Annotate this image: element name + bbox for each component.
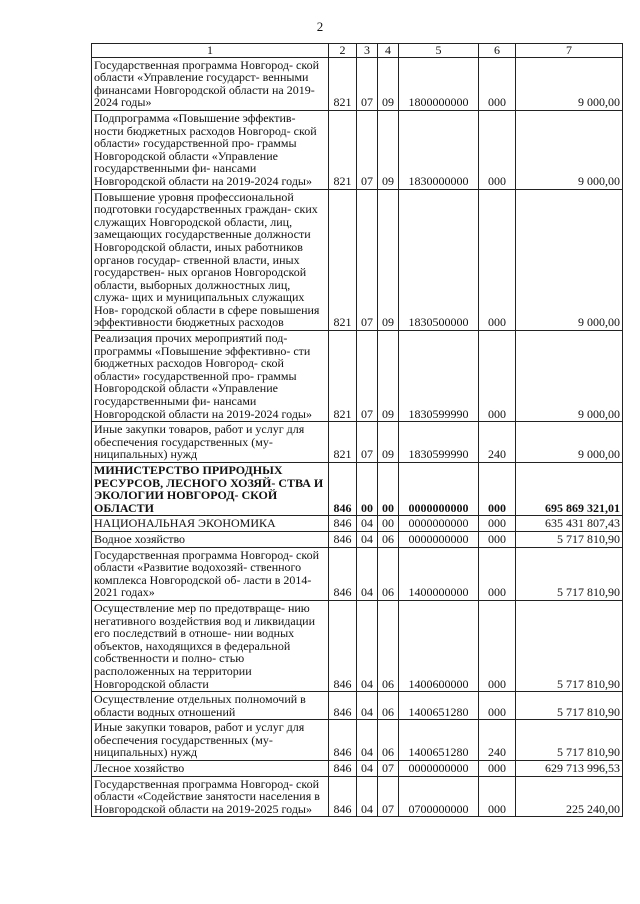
row-section: 04 — [357, 600, 378, 691]
row-name: Государственная программа Новгород- ской области «Содействие занятости населения в Новгородской области на 2019-2025 годы» — [92, 776, 329, 817]
row-admin-code: 846 — [329, 463, 357, 516]
row-section: 07 — [357, 57, 378, 110]
row-section: 04 — [357, 531, 378, 547]
row-subsection: 09 — [378, 57, 399, 110]
table-row — [92, 531, 623, 547]
row-expense-type: 000 — [479, 463, 516, 516]
row-target-article: 0000000000 — [399, 761, 479, 777]
row-expense-type: 240 — [479, 422, 516, 463]
row-amount: 629 713 996,53 — [516, 761, 623, 777]
row-admin-code: 821 — [329, 189, 357, 331]
row-name: Подпрограмма «Повышение эффектив- ности бюджетных расходов Новгород- ской области» государственной про- граммы Новгородской области «Управление государственными фи- нансами Новгородской области на 2019-2024 годы» — [92, 110, 329, 189]
row-amount: 9 000,00 — [516, 189, 623, 331]
row-name: Лесное хозяйство — [92, 761, 329, 777]
page-number: 2 — [316, 19, 324, 34]
row-subsection: 00 — [378, 516, 399, 532]
row-expense-type: 000 — [479, 189, 516, 331]
column-header-4: 4 — [378, 44, 399, 58]
row-target-article: 1400651280 — [399, 720, 479, 761]
row-name: Повышение уровня профессиональной подготовки государственных граждан- ских служащих Новгородской области, лиц, замещающих государственные должности Новгородской области, иных работников органов государ- ственной власти, иных государствен- ных органов Новгородской области, выборных должностных лиц, служа- щих и муниципальных служащих Нов- городской области в сфере повышения эффективности бюджетных расходов — [92, 189, 329, 331]
table-row — [92, 331, 623, 422]
row-amount: 5 717 810,90 — [516, 531, 623, 547]
row-admin-code: 846 — [329, 776, 357, 817]
row-expense-type: 240 — [479, 720, 516, 761]
row-amount: 5 717 810,90 — [516, 720, 623, 761]
row-expense-type: 000 — [479, 692, 516, 720]
row-section: 07 — [357, 110, 378, 189]
row-target-article: 1830599990 — [399, 331, 479, 422]
row-name: Осуществление мер по предотвраще- нию негативного воздействия вод и ликвидации его последствий в отноше- нии водных объектов, находящихся в федеральной собственности и полно- стью расположенных на территории Новгородской области — [92, 600, 329, 691]
row-name: Осуществление отдельных полномочий в области водных отношений — [92, 692, 329, 720]
row-subsection: 09 — [378, 331, 399, 422]
row-section: 04 — [357, 720, 378, 761]
row-amount: 635 431 807,43 — [516, 516, 623, 532]
row-expense-type: 000 — [479, 600, 516, 691]
row-target-article: 1400600000 — [399, 600, 479, 691]
row-target-article: 1830500000 — [399, 189, 479, 331]
row-section: 04 — [357, 776, 378, 817]
table-row — [92, 761, 623, 777]
table-row — [92, 547, 623, 600]
row-target-article: 1800000000 — [399, 57, 479, 110]
row-target-article: 1400651280 — [399, 692, 479, 720]
row-name: Иные закупки товаров, работ и услуг для обеспечения государственных (му- ниципальных) нужд — [92, 422, 329, 463]
row-section: 07 — [357, 422, 378, 463]
row-amount: 9 000,00 — [516, 331, 623, 422]
row-admin-code: 846 — [329, 692, 357, 720]
row-section: 04 — [357, 547, 378, 600]
row-subsection: 09 — [378, 110, 399, 189]
row-admin-code: 846 — [329, 761, 357, 777]
row-target-article: 1400000000 — [399, 547, 479, 600]
row-amount: 9 000,00 — [516, 422, 623, 463]
column-header-7: 7 — [516, 44, 623, 58]
budget-table — [91, 43, 623, 817]
row-admin-code: 821 — [329, 422, 357, 463]
row-amount: 225 240,00 — [516, 776, 623, 817]
table-row — [92, 720, 623, 761]
table-row — [92, 776, 623, 817]
row-expense-type: 000 — [479, 776, 516, 817]
row-name: НАЦИОНАЛЬНАЯ ЭКОНОМИКА — [92, 516, 329, 532]
row-target-article: 0000000000 — [399, 531, 479, 547]
row-target-article: 1830599990 — [399, 422, 479, 463]
row-section: 07 — [357, 331, 378, 422]
row-amount: 5 717 810,90 — [516, 547, 623, 600]
row-subsection: 07 — [378, 761, 399, 777]
row-name: Государственная программа Новгород- ской области «Управление государст- венными финансами Новгородской области на 2019-2024 годы» — [92, 57, 329, 110]
column-header-3: 3 — [357, 44, 378, 58]
row-name: Реализация прочих мероприятий под- программы «Повышение эффективно- сти бюджетных расходов Новгород- ской области» государственной про- граммы Новгородской области «Управление государственными фи- нансами Новгородской области на 2019-2024 годы» — [92, 331, 329, 422]
row-expense-type: 000 — [479, 516, 516, 532]
row-target-article: 0000000000 — [399, 463, 479, 516]
table-row — [92, 110, 623, 189]
row-target-article: 0700000000 — [399, 776, 479, 817]
row-subsection: 09 — [378, 189, 399, 331]
column-header-5: 5 — [399, 44, 479, 58]
row-subsection: 06 — [378, 692, 399, 720]
row-subsection: 00 — [378, 463, 399, 516]
row-expense-type: 000 — [479, 331, 516, 422]
row-section: 00 — [357, 463, 378, 516]
row-expense-type: 000 — [479, 110, 516, 189]
row-expense-type: 000 — [479, 531, 516, 547]
table-row — [92, 600, 623, 691]
row-section: 04 — [357, 692, 378, 720]
row-amount: 9 000,00 — [516, 57, 623, 110]
row-target-article: 0000000000 — [399, 516, 479, 532]
row-admin-code: 846 — [329, 720, 357, 761]
column-header-6: 6 — [479, 44, 516, 58]
column-header-row — [92, 44, 623, 58]
row-admin-code: 821 — [329, 331, 357, 422]
row-subsection: 06 — [378, 547, 399, 600]
table-row — [92, 692, 623, 720]
row-section: 04 — [357, 761, 378, 777]
row-admin-code: 821 — [329, 110, 357, 189]
row-subsection: 06 — [378, 720, 399, 761]
row-section: 04 — [357, 516, 378, 532]
row-amount: 5 717 810,90 — [516, 600, 623, 691]
row-section: 07 — [357, 189, 378, 331]
column-header-1: 1 — [92, 44, 329, 58]
table-row — [92, 463, 623, 516]
row-amount: 9 000,00 — [516, 110, 623, 189]
row-subsection: 06 — [378, 600, 399, 691]
row-expense-type: 000 — [479, 547, 516, 600]
row-amount: 5 717 810,90 — [516, 692, 623, 720]
row-name: МИНИСТЕРСТВО ПРИРОДНЫХ РЕСУРСОВ, ЛЕСНОГО ХОЗЯЙ- СТВА И ЭКОЛОГИИ НОВГОРОД- СКОЙ ОБЛАСТИ — [92, 463, 329, 516]
row-admin-code: 846 — [329, 531, 357, 547]
table-row — [92, 422, 623, 463]
table-row — [92, 189, 623, 331]
row-name: Государственная программа Новгород- ской области «Развитие водохозяй- ственного комплекса Новгородской об- ласти в 2014-2021 годах» — [92, 547, 329, 600]
row-expense-type: 000 — [479, 57, 516, 110]
row-subsection: 09 — [378, 422, 399, 463]
row-name: Иные закупки товаров, работ и услуг для обеспечения государственных (му- ниципальных) нужд — [92, 720, 329, 761]
column-header-2: 2 — [329, 44, 357, 58]
row-target-article: 1830000000 — [399, 110, 479, 189]
row-admin-code: 846 — [329, 547, 357, 600]
row-admin-code: 846 — [329, 600, 357, 691]
row-amount: 695 869 321,01 — [516, 463, 623, 516]
table-row — [92, 516, 623, 532]
row-name: Водное хозяйство — [92, 531, 329, 547]
table-row — [92, 57, 623, 110]
row-subsection: 07 — [378, 776, 399, 817]
row-expense-type: 000 — [479, 761, 516, 777]
row-admin-code: 821 — [329, 57, 357, 110]
row-subsection: 06 — [378, 531, 399, 547]
row-admin-code: 846 — [329, 516, 357, 532]
